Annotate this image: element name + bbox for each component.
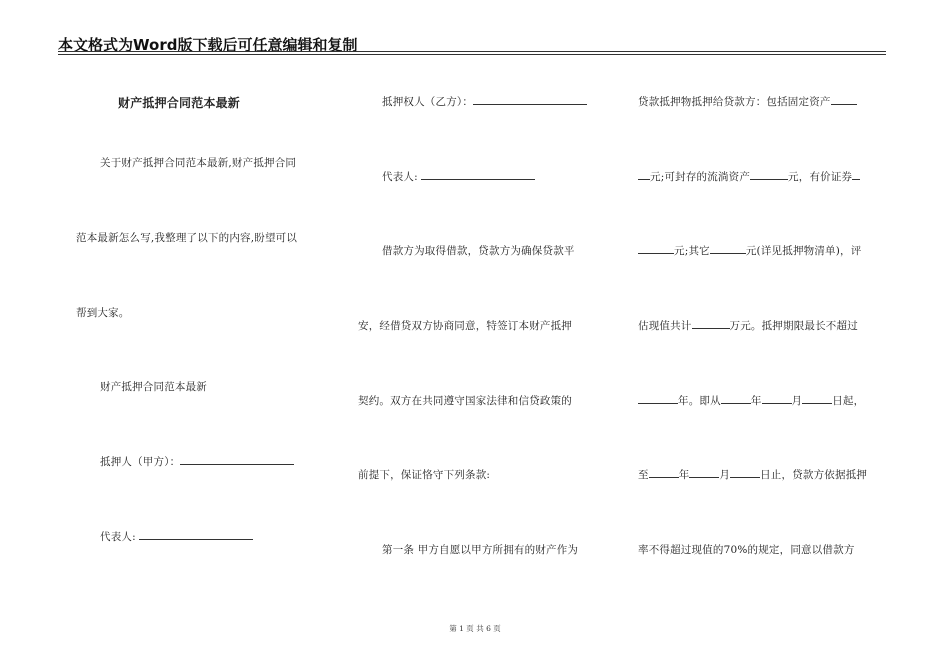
col3-text-2b: 元，有价证券 <box>788 171 853 183</box>
representative-field-2 <box>382 169 535 184</box>
other-assets-blank <box>710 243 746 254</box>
col3-text-5b: 年 <box>750 395 762 407</box>
start-day-blank <box>802 393 832 404</box>
end-year-blank <box>649 467 679 478</box>
clause-1-line: 第一条 甲方自愿以甲方所拥有的财产作为 <box>382 544 579 556</box>
page-footer: 第 1 页 共 6 页 <box>449 624 501 633</box>
document-banner: 本文格式为Word版下载后可任意编辑和复制 <box>58 36 358 54</box>
col3-text-6c: 月 <box>719 469 731 481</box>
col3-text-4b: 万元。抵押期限最长不超过 <box>729 320 858 332</box>
col3-text-2a: 元;可封存的流淌资产 <box>650 171 751 183</box>
col3-text-6b: 年 <box>678 469 690 481</box>
current-assets-blank <box>750 169 788 180</box>
term-years-blank <box>638 393 678 404</box>
col3-line-2 <box>638 169 860 184</box>
header-rule <box>58 51 886 52</box>
end-day-blank <box>730 467 760 478</box>
mortgagor-field <box>100 454 294 469</box>
col3-text-3b: 元(详见抵押物清单)，评 <box>745 245 862 257</box>
col3-text-4a: 估现值共计 <box>638 320 692 332</box>
securities-blank <box>852 169 860 180</box>
body-line-1: 借款方为取得借款，贷款方为确保贷款平 <box>382 245 575 257</box>
representative-blank-2 <box>421 169 535 180</box>
col3-text-5d: 日起， <box>832 395 865 407</box>
representative-blank-1 <box>139 529 253 540</box>
col3-line-5 <box>638 393 864 408</box>
col3-line-4 <box>638 318 858 333</box>
intro-line-1: 关于财产抵押合同范本最新,财产抵押合同 <box>100 157 297 169</box>
start-month-blank <box>762 393 792 404</box>
col3-line-7: 率不得超过现值的70%的规定，同意以借款方 <box>638 544 855 556</box>
mortgagee-field <box>382 94 587 109</box>
col3-line-1 <box>638 94 857 109</box>
mortgagee-blank <box>473 94 587 105</box>
mortgagor-label: 抵押人（甲方）： <box>100 456 181 468</box>
col3-text-1: 贷款抵押物抵押给贷款方：包括固定资产 <box>638 96 831 108</box>
col3-text-5a: 年。即从 <box>678 395 721 407</box>
start-year-blank <box>721 393 751 404</box>
intro-line-2: 范本最新怎么写,我整理了以下的内容,盼望可以 <box>76 232 298 244</box>
representative-label-2: 代表人: <box>382 171 418 183</box>
fixed-assets-blank-cont <box>638 169 650 180</box>
end-month-blank <box>689 467 719 478</box>
body-line-2: 安，经借贷双方协商同意，特签订本财产抵押 <box>358 320 572 332</box>
representative-field-1 <box>100 529 253 544</box>
mortgagor-blank <box>180 454 294 465</box>
col3-text-6a: 至 <box>638 469 649 481</box>
fixed-assets-blank <box>831 94 857 105</box>
section-subtitle: 财产抵押合同范本最新 <box>100 381 207 393</box>
col3-text-6d: 日止，贷款方依据抵押 <box>760 469 868 481</box>
header-rule-second <box>58 54 886 55</box>
col3-line-3 <box>638 243 861 258</box>
col3-line-6 <box>638 467 867 482</box>
document-title: 财产抵押合同范本最新 <box>118 96 241 110</box>
intro-line-3: 帮到大家。 <box>76 307 130 319</box>
col3-text-3a: 元;其它 <box>674 245 710 257</box>
col3-text-5c: 月 <box>791 395 803 407</box>
valuation-blank <box>692 318 730 329</box>
mortgagee-label: 抵押权人（乙方）： <box>382 96 474 108</box>
body-line-3: 契约。双方在共同遵守国家法律和信贷政策的 <box>358 395 572 407</box>
body-line-4: 前提下，保证恪守下列条款: <box>358 469 491 481</box>
securities-blank-cont <box>638 243 674 254</box>
representative-label-1: 代表人: <box>100 531 136 543</box>
